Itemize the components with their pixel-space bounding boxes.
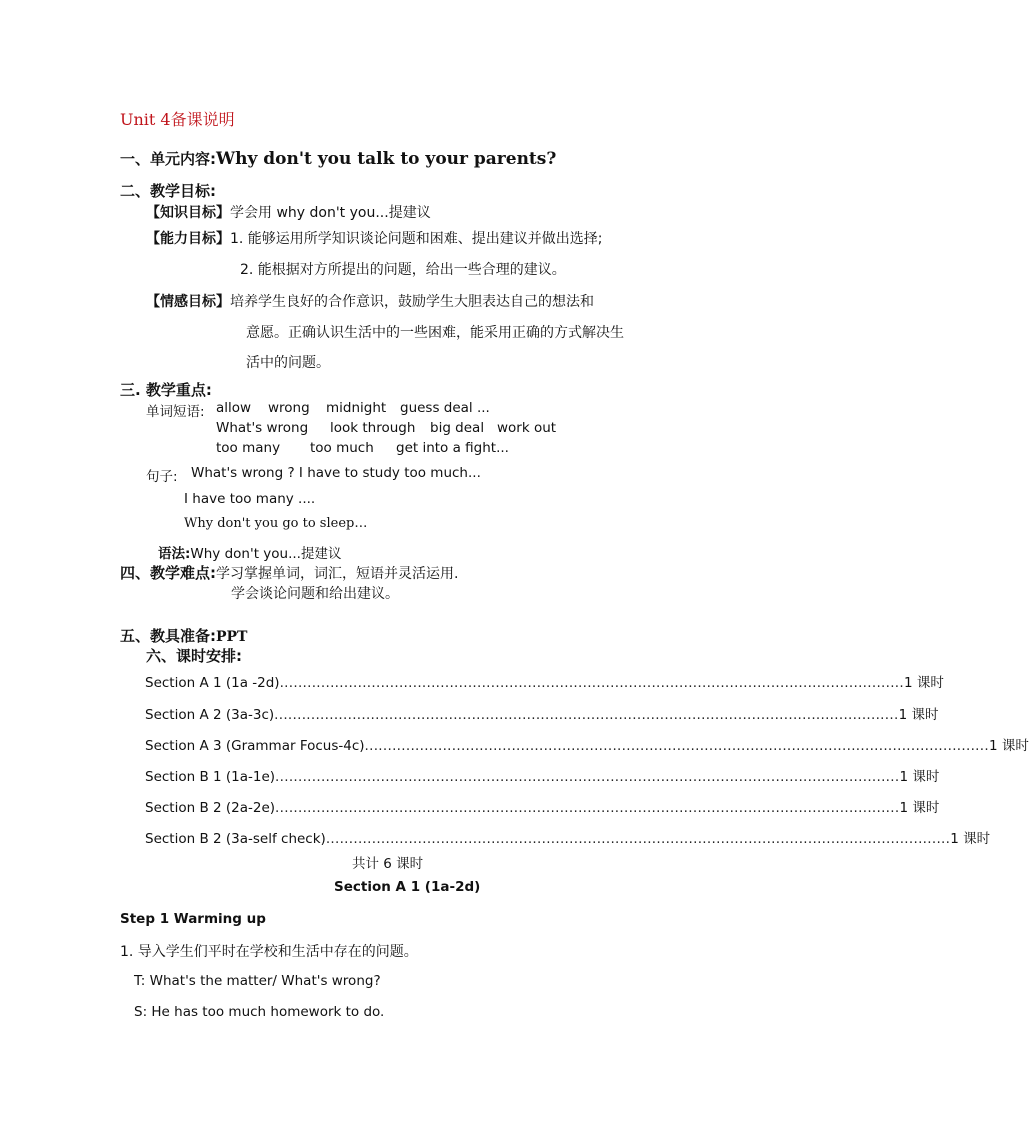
document-title: Unit 4备课说明 — [120, 110, 235, 129]
vocab-item: too many — [216, 440, 281, 456]
sentence-label: 句子: — [146, 469, 178, 485]
schedule-row — [145, 703, 939, 723]
ability-goal-label: 【能力目标】 — [146, 231, 230, 247]
schedule-row — [145, 671, 944, 691]
schedule-section: Section A 1 (1a -2d) — [145, 675, 280, 691]
leader-dots: ........................................................................................................................................ — [275, 769, 900, 785]
vocab-item: What's wrong — [216, 420, 309, 436]
student-line: S: He has too much homework to do. — [134, 1004, 385, 1020]
knowledge-goal-text: 学会用 why don't you...提建议 — [230, 205, 431, 221]
sentence-2: I have too many .... — [184, 491, 316, 507]
key-points-heading: 三. 教学重点: — [120, 381, 212, 399]
emotion-goal-line-3: 活中的问题。 — [246, 355, 330, 371]
schedule-hours: 1 课时 — [899, 769, 940, 785]
leader-dots: ........................................................................................................................................ — [364, 738, 989, 754]
schedule-hours: 1 课时 — [898, 707, 939, 723]
schedule-row — [145, 734, 1029, 754]
ability-goal-item-2: 2. 能根据对方所提出的问题，给出一些合理的建议。 — [240, 262, 566, 278]
vocab-item: guess deal ... — [400, 400, 490, 416]
vocab-item: midnight — [326, 400, 387, 416]
emotion-goal — [146, 291, 594, 311]
vocab-item: wrong — [268, 400, 310, 416]
schedule-section: Section B 2 (2a-2e) — [145, 800, 276, 816]
schedule-section: Section A 3 (Grammar Focus-4c) — [145, 738, 365, 754]
section-title: Section A 1 (1a-2d) — [334, 879, 481, 895]
schedule-section: Section B 1 (1a-1e) — [145, 769, 276, 785]
unit-content-label: 一、单元内容: — [120, 150, 216, 168]
leader-dots: ........................................................................................................................................ — [275, 800, 900, 816]
unit-content — [120, 148, 556, 169]
emotion-goal-line-2: 意愿。正确认识生活中的一些困难，能采用正确的方式解决生 — [246, 325, 624, 341]
emotion-goal-label: 【情感目标】 — [146, 294, 230, 310]
schedule-row — [145, 765, 940, 785]
vocab-label: 单词短语: — [146, 404, 205, 420]
step-heading: Step 1 Warming up — [120, 911, 266, 927]
grammar-text: Why don't you...提建议 — [190, 546, 342, 562]
leader-dots: ........................................................................................................................................ — [279, 675, 904, 691]
leader-dots: ........................................................................................................................................ — [325, 831, 951, 847]
difficulties-line-1: 学习掌握单词，词汇，短语并灵活运用. — [216, 566, 459, 582]
teaching-goals-heading: 二、教学目标: — [120, 182, 216, 200]
teaching-aids-heading: 五、教具准备: — [120, 627, 216, 645]
schedule-hours: 1 课时 — [950, 831, 991, 847]
schedule-total: 共计 6 课时 — [352, 856, 424, 872]
vocab-item: work out — [497, 420, 557, 436]
grammar-label: 语法: — [158, 546, 191, 562]
vocab-item: too much — [310, 440, 374, 456]
schedule-row — [145, 827, 991, 847]
difficulties — [120, 562, 458, 583]
schedule-hours: 1 课时 — [988, 738, 1029, 754]
leader-dots: ........................................................................................................................................ — [274, 707, 899, 723]
unit-content-text: Why don't you talk to your parents? — [216, 149, 557, 169]
schedule-hours: 1 课时 — [904, 675, 944, 691]
schedule-heading: 六、课时安排: — [146, 647, 242, 665]
difficulties-heading: 四、教学难点: — [120, 564, 216, 582]
step-item-1: 1. 导入学生们平时在学校和生活中存在的问题。 — [120, 944, 418, 960]
grammar-point — [158, 542, 341, 562]
vocab-item: allow — [216, 400, 252, 416]
teacher-line: T: What's the matter/ What's wrong? — [134, 973, 381, 989]
vocab-item: big deal — [430, 420, 485, 436]
knowledge-goal — [146, 202, 431, 222]
difficulties-line-2: 学会谈论问题和给出建议。 — [231, 586, 399, 602]
schedule-section: Section A 2 (3a-3c) — [145, 707, 275, 723]
schedule-section: Section B 2 (3a-self check) — [145, 831, 326, 847]
ability-goal — [146, 228, 603, 248]
vocab-item: get into a fight... — [396, 440, 509, 456]
ability-goal-item-1: 1. 能够运用所学知识谈论问题和困难、提出建议并做出选择; — [230, 231, 603, 247]
sentence-3: Why don't you go to sleep… — [184, 516, 368, 531]
schedule-row — [145, 796, 940, 816]
sentence-1: What's wrong ? I have to study too much... — [191, 465, 481, 481]
knowledge-goal-label: 【知识目标】 — [146, 205, 230, 221]
emotion-goal-line-1: 培养学生良好的合作意识，鼓励学生大胆表达自己的想法和 — [230, 294, 594, 310]
vocab-item: look through — [330, 420, 416, 436]
teaching-aids — [120, 625, 247, 646]
teaching-aids-content: PPT — [216, 629, 248, 645]
schedule-hours: 1 课时 — [899, 800, 940, 816]
